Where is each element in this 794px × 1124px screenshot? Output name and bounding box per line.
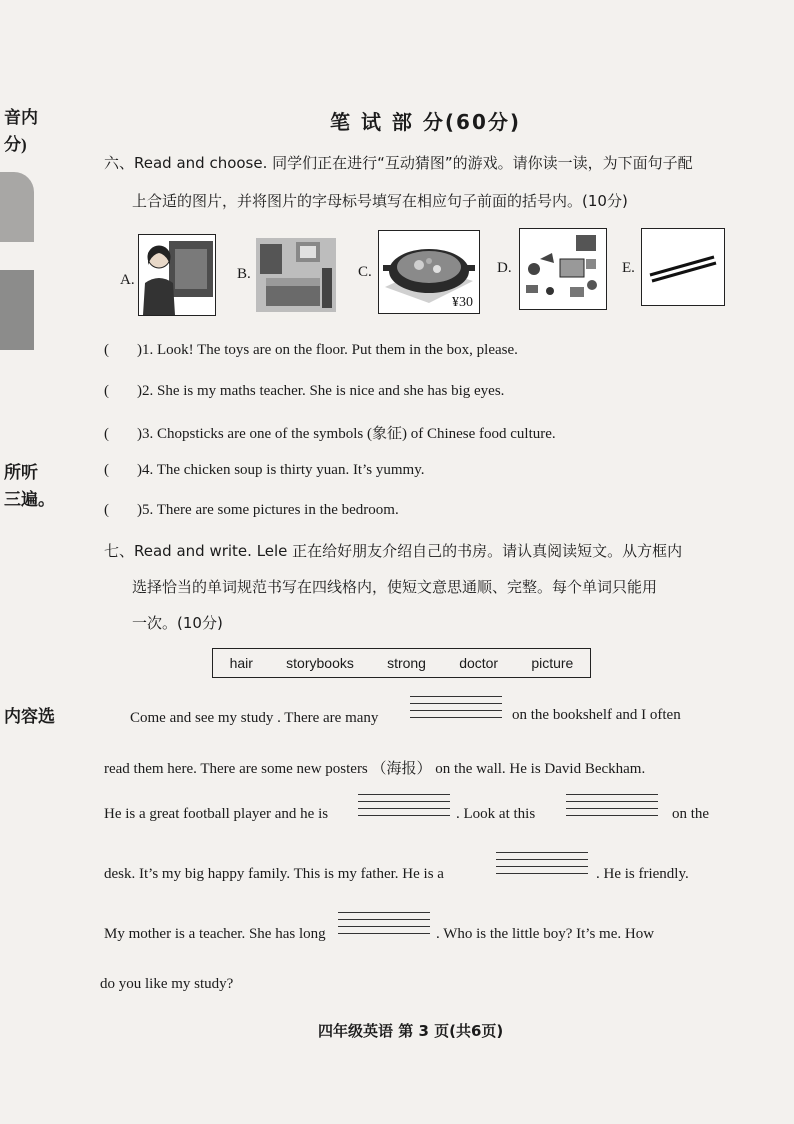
- page-footer: 四年级英语 第 3 页(共6页): [318, 1022, 504, 1040]
- passage-line-3b: . Look at this: [456, 806, 536, 822]
- left-strip-text-1: 音内: [4, 108, 38, 127]
- passage-line-1b: on the bookshelf and I often: [512, 707, 681, 723]
- section7-instruction-2: 选择恰当的单词规范书写在四线格内，使短文意思通顺、完整。每个单词只能用: [132, 578, 658, 596]
- word-box: [212, 648, 591, 678]
- section7-instruction-1: 七、Read and write. Lele 正在给好朋友介绍自己的书房。请认真阅读短文。从方框内: [104, 542, 683, 560]
- page-title: 笔 试 部 分(60分): [330, 110, 522, 134]
- teacher-picture: [138, 234, 216, 316]
- writing-grid-5[interactable]: [338, 912, 430, 934]
- word-hair: hair: [229, 655, 253, 671]
- left-strip-figure-2: [0, 270, 34, 350]
- question-5: ( )5. There are some pictures in the bedroom.: [104, 502, 399, 518]
- passage-line-5a: My mother is a teacher. She has long: [104, 926, 326, 942]
- writing-grid-2[interactable]: [358, 794, 450, 816]
- passage-line-4b: . He is friendly.: [596, 866, 689, 882]
- passage-line-1a: Come and see my study . There are many: [130, 710, 379, 726]
- left-strip-text-4: 三遍。: [4, 490, 55, 509]
- left-strip-text-3: 所听: [4, 463, 38, 482]
- chopsticks-picture: [641, 228, 725, 306]
- writing-grid-4[interactable]: [496, 852, 588, 874]
- messy-toys-picture: [519, 228, 607, 310]
- passage-line-4a: desk. It’s my big happy family. This is my father. He is a: [104, 866, 444, 882]
- passage-line-5b: . Who is the little boy? It’s me. How: [436, 926, 655, 942]
- writing-grid-1[interactable]: [410, 696, 502, 718]
- picture-label-c: C.: [358, 264, 372, 280]
- passage-line-3c: on the: [672, 806, 710, 822]
- word-picture: picture: [531, 655, 574, 671]
- picture-label-e: E.: [622, 260, 635, 276]
- picture-label-b: B.: [237, 266, 251, 282]
- price-label: ¥30: [452, 295, 473, 310]
- question-1: ( )1. Look! The toys are on the floor. Put them in the box, please.: [104, 342, 518, 358]
- section7-instruction-3: 一次。(10分): [132, 614, 223, 632]
- picture-label-d: D.: [497, 260, 512, 276]
- question-2: ( )2. She is my maths teacher. She is nice and she has big eyes.: [104, 383, 505, 399]
- passage-line-6: do you like my study?: [100, 976, 234, 992]
- word-storybooks: storybooks: [286, 655, 354, 671]
- word-doctor: doctor: [459, 655, 499, 671]
- left-strip-figure: [0, 172, 34, 242]
- question-4: ( )4. The chicken soup is thirty yuan. It’s yummy.: [104, 462, 425, 478]
- writing-grid-3[interactable]: [566, 794, 658, 816]
- question-3: ( )3. Chopsticks are one of the symbols (象征) of Chinese food culture.: [104, 426, 556, 442]
- bedroom-picture: [256, 238, 336, 312]
- left-strip-text-5: 内容选: [4, 707, 55, 726]
- section6-instruction-2: 上合适的图片，并将图片的字母标号填写在相应句子前面的括号内。(10分): [132, 192, 628, 210]
- left-strip-text-2: 分): [4, 135, 27, 154]
- word-strong: strong: [387, 655, 426, 671]
- soup-pot-picture: [378, 230, 480, 314]
- passage-line-3a: He is a great football player and he is: [104, 806, 329, 822]
- picture-label-a: A.: [120, 272, 135, 288]
- passage-line-2: read them here. There are some new posters （海报） on the wall. He is David Beckham.: [104, 761, 646, 777]
- section6-instruction-1: 六、Read and choose. 同学们正在进行“互动猜图”的游戏。请你读一读，为下面句子配: [104, 154, 693, 172]
